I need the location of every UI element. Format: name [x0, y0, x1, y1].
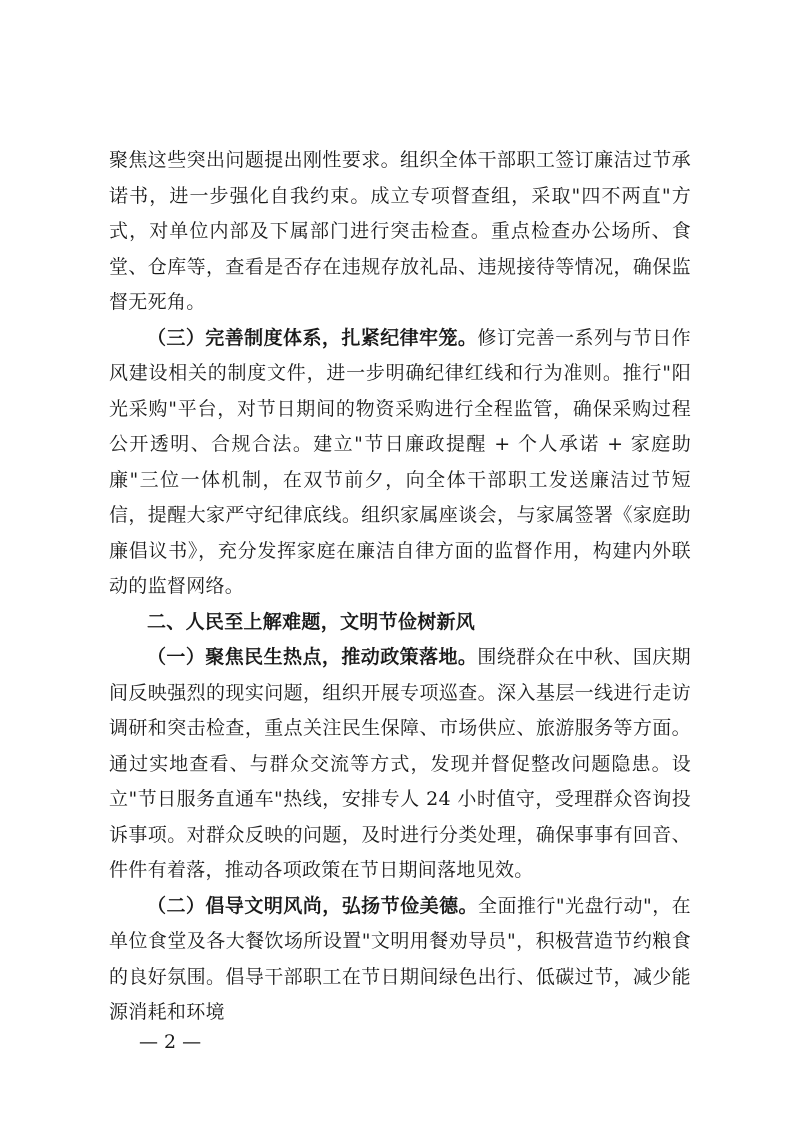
paragraph-lead: （三）完善制度体系，扎紧纪律牢笼。: [147, 326, 478, 349]
paragraph-lead: （一）聚焦民生热点，推动政策落地。: [147, 646, 478, 668]
paragraph-text: 围绕群众在中秋、国庆期间反映强烈的现实问题，组织开展专项巡查。深入基层一线进行走访调研和突击检查，重点关注民生保障、市场供应、旅游服务等方面。通过实地查看、与群众交流等方式，发现并督促整改问题隐患。设立"节日服务直通车"热线，安排专人 24 小时值守，受理群众咨询投诉事项。对群众反映的问题，及时进行分类处理，确保事事有回音、件件有着落，推动各项政策在节日期间落地见效。: [109, 646, 691, 881]
paragraph-section-3: [109, 321, 691, 605]
paragraph-lead: （二）倡导文明风尚，弘扬节俭美德。: [147, 894, 479, 917]
paragraph-text: 聚焦这些突出问题提出刚性要求。组织全体干部职工签订廉洁过节承诺书，进一步强化自我约束。成立专项督查组，采取"四不两直"方式，对单位内部及下属部门进行突击检查。重点检查办公场所、食堂、仓库等，查看是否存在违规存放礼品、违规接待等情况，确保监督无死角。: [109, 149, 691, 313]
paragraph-continued: [109, 143, 691, 321]
section-heading: 二、人民至上解难题，文明节俭树新风: [147, 610, 476, 633]
paragraph-section-2: [109, 889, 691, 1031]
paragraph-text: 修订完善一系列与节日作风建设相关的制度文件，进一步明确纪律红线和行为准则。推行"阳光采购"平台，对节日期间的物资采购进行全程监管，确保采购过程公开透明、合规合法。建立"节日廉政提醒 + 个人承诺 + 家庭助廉"三位一体机制，在双节前夕，向全体干部职工发送廉洁过节短信，提醒大家严守纪律底线。组织家属座谈会，与家属签署《家庭助廉倡议书》，充分发挥家庭在廉洁自律方面的监督作用，构建内外联动的监督网络。: [109, 326, 691, 597]
paragraph-section-1: [109, 640, 691, 889]
document-body: [109, 143, 691, 1031]
page-number: — 2 —: [139, 1031, 202, 1053]
paragraph-text: 全面推行"光盘行动"，在单位食堂及各大餐饮场所设置"文明用餐劝导员"，积极营造节约粮食的良好氛围。倡导干部职工在节日期间绿色出行、低碳过节，减少能源消耗和环境: [109, 894, 691, 1023]
